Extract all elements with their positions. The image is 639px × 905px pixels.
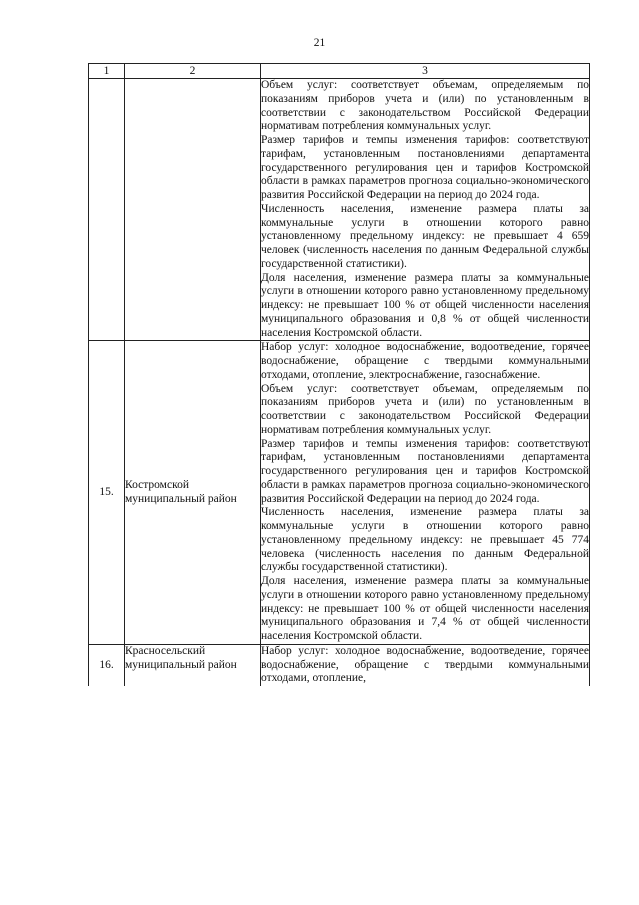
paragraph-services: Набор услуг: холодное водоснабжение, водоотведение, горячее водоснабжение, обращение с твердыми коммунальными отходами, отопление, bbox=[261, 644, 589, 685]
services-table bbox=[88, 63, 590, 686]
column-header-2: 2 bbox=[125, 64, 261, 79]
paragraph-volume: Объем услуг: соответствует объемам, определяемым по показаниям приборов учета и (или) по установленным в соответствии с законодательством Российской Федерации нормативам потребления коммунальных услуг. bbox=[261, 382, 589, 436]
table-row-continued bbox=[89, 79, 590, 341]
row-municipality: Красносельский муниципальный район bbox=[125, 644, 261, 686]
paragraph-services: Набор услуг: холодное водоснабжение, водоотведение, горячее водоснабжение, обращение с твердыми коммунальными отходами, отопление, электроснабжение, газоснабжение. bbox=[261, 341, 589, 381]
row-description bbox=[261, 341, 590, 645]
table-header-row bbox=[89, 64, 590, 79]
row-municipality bbox=[125, 79, 261, 341]
column-header-3: 3 bbox=[261, 64, 590, 79]
row-number: 16. bbox=[89, 644, 125, 686]
paragraph-population: Численность населения, изменение размера платы за коммунальные услуги в отношении которого равно установленному предельному индексу: не превышает 4 659 человек (численность населения по данным Федеральной службы государственной статистики). bbox=[261, 202, 589, 270]
paragraph-volume: Объем услуг: соответствует объемам, определяемым по показаниям приборов учета и (или) по установленным в соответствии с законодательством Российской Федерации нормативам потребления коммунальных услуг. bbox=[261, 79, 589, 133]
column-header-1: 1 bbox=[89, 64, 125, 79]
paragraph-tariffs: Размер тарифов и темпы изменения тарифов: соответствуют тарифам, установленным постановлениями департамента государственного регулирования цен и тарифов Костромской области в рамках параметров прогноза социально-экономического развития Российской Федерации на период до 2024 года. bbox=[261, 437, 589, 505]
paragraph-population: Численность населения, изменение размера платы за коммунальные услуги в отношении которого равно установленному предельному индексу: не превышает 45 774 человека (численность населения по данным Федеральной службы государственной статистики). bbox=[261, 506, 589, 574]
row-description bbox=[261, 644, 590, 686]
table-row-16 bbox=[89, 644, 590, 686]
row-municipality: Костромской муниципальный район bbox=[125, 341, 261, 645]
page-number: 21 bbox=[313, 37, 326, 49]
paragraph-tariffs: Размер тарифов и темпы изменения тарифов: соответствуют тарифам, установленным постановлениями департамента государственного регулирования цен и тарифов Костромской области в рамках параметров прогноза социально-экономического развития Российской Федерации на период до 2024 года. bbox=[261, 134, 589, 201]
row-number bbox=[89, 79, 125, 341]
row-number: 15. bbox=[89, 341, 125, 645]
paragraph-share: Доля населения, изменение размера платы за коммунальные услуги в отношении которого равно установленному предельному индексу: не превышает 100 % от общей численности населения муниципального образования и 0,8 % от общей численности населения Костромской области. bbox=[261, 271, 589, 339]
table-row-15 bbox=[89, 341, 590, 645]
row-description bbox=[261, 79, 590, 341]
paragraph-share: Доля населения, изменение размера платы за коммунальные услуги в отношении которого равно установленному предельному индексу: не превышает 100 % от общей численности населения муниципального образования и 7,4 % от общей численности населения Костромской области. bbox=[261, 575, 589, 642]
